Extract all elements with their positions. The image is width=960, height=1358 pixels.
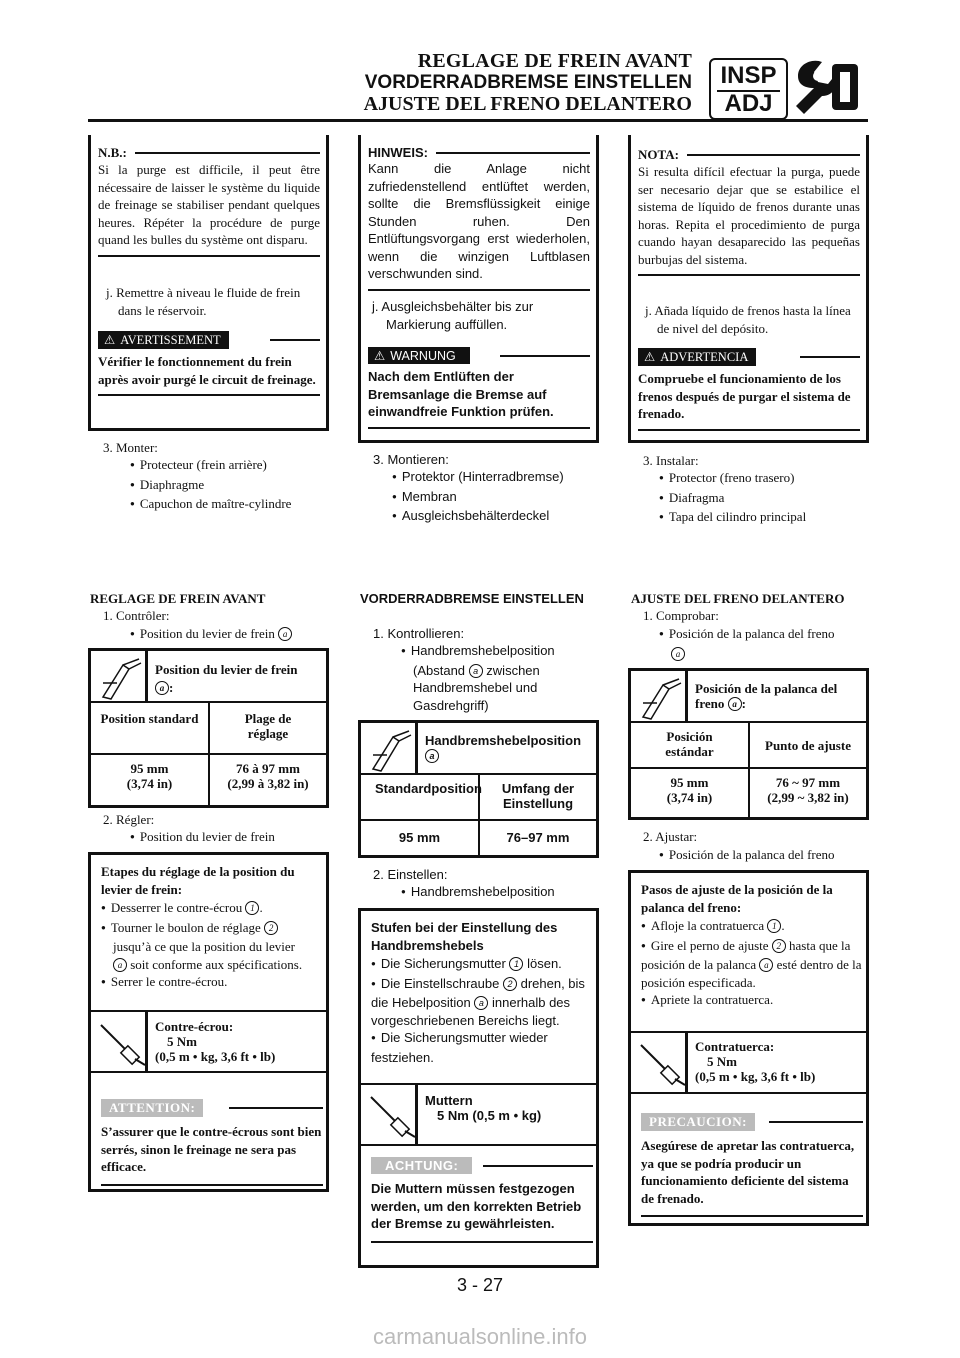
gauge-icon (369, 729, 413, 773)
badge-top: INSP (720, 62, 777, 89)
de-note-text: Kann die Anlage nicht zufriedenstellend entlüftet werden, sollte die Bremsflüssigkeit einige Stunden ruhen. Den Entlüftungsvorgang erst wiederholen, wenn die winzigen Luftblasen verschwunden sind. (368, 161, 590, 281)
list-item: ● Capuchon de maître-cylindre (130, 495, 291, 515)
es-note-label: NOTA: (638, 147, 679, 162)
fr-step3: 3. Monter: (103, 440, 158, 455)
es-val1: 95 mm (3,74 in) (666, 775, 713, 805)
de-note-label: HINWEIS: (368, 145, 428, 160)
es-step3: 3. Instalar: (643, 453, 699, 468)
es-warning (638, 348, 860, 431)
list-item: ● Protektor (Hinterradbremse) (392, 468, 564, 488)
fr-caution (101, 1099, 323, 1186)
es-caution-text: Asegúrese de apretar las contratuerca, ya que se podría producir un funcionamiento deficiente del sistema de frenado. (641, 1138, 855, 1206)
de-caution-text: Die Muttern müssen festgezogen werden, um den korrekten Betrieb der Bremse zu gewährleisten. (371, 1181, 582, 1231)
de-proc-title: Stufen bei der Einstellung des Handbremshebels (371, 920, 558, 953)
fr-proc-title: Etapes du réglage de la position du levier de frein: (101, 864, 295, 897)
es-warning-text: Compruebe el funcionamiento de los frenos después de purgar el sistema de frenado. (638, 371, 851, 421)
es-col1: Posición estándar (665, 729, 714, 759)
es-proc-box (628, 870, 869, 1226)
de-warning-badge: ⚠ WARNUNG (368, 347, 470, 364)
es-proc-title: Pasos de ajuste de la posición de la palanca del freno: (641, 882, 833, 915)
es-caution (641, 1113, 863, 1217)
de-warning (368, 347, 590, 429)
es-col2: Punto de ajuste (765, 738, 851, 753)
torque-wrench-icon (639, 1039, 687, 1087)
es-spec-box (628, 668, 869, 820)
de-col2: Umfang der Einstellung (501, 781, 575, 811)
fr-caution-text: S’assurer que le contre-écrous sont bien serrés, sinon le freinage ne sera pas efficace. (101, 1124, 322, 1174)
fr-warning (98, 331, 320, 396)
fr-note-label: N.B.: (98, 145, 127, 160)
de-col1: Standardposition (375, 781, 482, 796)
es-step3-list (659, 469, 806, 528)
fr-s1-item: ● Position du levier de frein a (130, 625, 292, 645)
fr-caution-label: ATTENTION: (101, 1099, 203, 1117)
gauge-icon (99, 657, 143, 701)
list-item: ● Diafragma (659, 489, 806, 509)
header-rule (88, 119, 868, 122)
de-torque: Muttern 5 Nm (0,5 m • kg) (425, 1093, 542, 1123)
de-val2: 76–97 mm (506, 830, 570, 845)
warning-icon: ⚠ (644, 350, 656, 364)
es-s1: 1. Comprobar: (643, 608, 719, 623)
es-val2: 76 ~ 97 mm (2,99 ~ 3,82 in) (767, 775, 849, 805)
de-caution (371, 1157, 593, 1243)
es-note (638, 147, 860, 276)
torque-wrench-icon (99, 1019, 147, 1067)
wrench-icon (792, 56, 864, 118)
fr-step-j: j. Remettre à niveau le fluide de frein dans le réservoir. (106, 285, 301, 318)
page-number: 3 - 27 (456, 1275, 504, 1295)
de-spec-box (358, 720, 599, 858)
de-section-title: VORDERRADBREMSE EINSTELLEN (360, 591, 584, 606)
fr-torque: Contre-écrou: 5 Nm (0,5 m • kg, 3,6 ft • lb) (155, 1019, 276, 1064)
es-proc-steps: ● Afloje la contratuerca 1 . ● Gire el perno de ajuste 2 hasta que la posición de la palanca a esté dentro de la posición especificada. ● Apriete la contratuerca. (641, 917, 863, 1011)
de-caution-label: ACHTUNG: (371, 1157, 472, 1174)
gauge-icon (639, 677, 683, 721)
es-note-text: Si resulta difícil efectuar la purga, puede ser necesario dejar que se estabilice el sistema de líquido de frenos durante unas horas. Repita el procedimiento de purga cuando hayan desaparecido las pequeñas burbujas del sistema. (638, 164, 860, 267)
torque-wrench-icon (369, 1091, 417, 1139)
de-proc-steps: ● Die Sicherungsmutter 1 lösen. ● Die Einstellschraube 2 drehen, bis die Hebelposition a innerhalb des vorgeschriebenen Bereichs liegt. ● Die Sicherungsmutter wieder festziehen. (371, 955, 593, 1066)
de-step3-list (392, 468, 564, 527)
es-s2-item: ● Posición de la palanca del freno (659, 846, 835, 866)
es-warning-badge: ⚠ ADVERTENCIA (638, 348, 756, 366)
es-section-title: AJUSTE DEL FRENO DELANTERO (631, 591, 845, 606)
de-proc-box (358, 908, 599, 1268)
de-step3: 3. Montieren: (373, 452, 449, 467)
list-item: ● Protecteur (frein arrière) (130, 456, 291, 476)
es-spec-title: Posición de la palanca del freno a : (695, 681, 838, 711)
es-step-j: j. Añada líquido de frenos hasta la línea de nivel del depósito. (645, 303, 851, 336)
fr-col2: Plage de réglage (244, 711, 292, 741)
list-item: ● Protector (freno trasero) (659, 469, 806, 489)
fr-s2-item: ● Position du levier de frein (130, 828, 275, 848)
fr-val2: 76 à 97 mm (2,99 à 3,82 in) (227, 761, 309, 791)
watermark: carmanualsonline.info (372, 1324, 588, 1349)
fr-proc-box (88, 852, 329, 1192)
fr-proc-steps: ● Desserrer le contre-écrou 1 . ● Tourner le boulon de réglage 2 jusqu’à ce que la position du levier a soit conforme aux spécifications. ● Serrer le contre-écrou. (101, 899, 323, 993)
fr-spec-box (88, 648, 329, 808)
warning-icon: ⚠ (104, 333, 116, 347)
fr-warning-badge: ⚠ AVERTISSEMENT (98, 331, 229, 349)
fr-note (98, 145, 320, 257)
de-s2: 2. Einstellen: (373, 867, 448, 882)
de-step-j: j. Ausgleichsbehälter bis zur Markierung auffüllen. (372, 299, 534, 332)
es-caution-label: PRECAUCION: (641, 1113, 755, 1131)
de-s1-item: ● Handbremshebelposition (Abstand a zwischen Handbremshebel und Gasdrehgriff) (401, 642, 597, 714)
de-note (368, 145, 590, 291)
fr-s1: 1. Contrôler: (103, 608, 170, 623)
list-item: ● Tapa del cilindro principal (659, 508, 806, 528)
fr-spec-title: Position du levier de frein a : (155, 662, 298, 695)
fr-col1: Position standard (100, 711, 199, 726)
insp-adj-badge (709, 58, 788, 120)
warning-icon: ⚠ (374, 349, 386, 363)
list-item: ● Membran (392, 488, 564, 508)
fr-val1: 95 mm (3,74 in) (126, 761, 173, 791)
de-val1: 95 mm (398, 830, 441, 845)
es-torque: Contratuerca: 5 Nm (0,5 m • kg, 3,6 ft • lb) (695, 1039, 816, 1084)
fr-note-text: Si la purge est difficile, il peut être nécessaire de laisser le système du liquide de freinage se stabiliser pendant quelques heures. Répéter la procédure de purge quand les bulles du système ont disparu. (98, 162, 320, 247)
badge-bottom: ADJ (724, 90, 773, 117)
de-warning-text: Nach dem Entlüften der Bremsanlage die Bremse auf einwandfreie Funktion prüfen. (368, 369, 554, 419)
header-title-es: AJUSTE DEL FRENO DELANTERO (363, 93, 692, 115)
de-spec-title: Handbremshebelposition a (425, 733, 582, 761)
list-item: ● Ausgleichsbehälterdeckel (392, 507, 564, 527)
es-s1-item: ● Posición de la palanca del freno a (659, 625, 869, 662)
fr-step3-list (130, 456, 291, 515)
de-s2-item: ● Handbremshebelposition (401, 883, 555, 903)
fr-s2: 2. Régler: (103, 812, 155, 827)
fr-section-title: REGLAGE DE FREIN AVANT (90, 591, 266, 606)
header-title-fr: REGLAGE DE FREIN AVANT (417, 50, 692, 72)
de-s1: 1. Kontrollieren: (373, 626, 465, 641)
header-title-de: VORDERRADBREMSE EINSTELLEN (364, 72, 692, 93)
list-item: ● Diaphragme (130, 476, 291, 496)
es-s2: 2. Ajustar: (643, 829, 698, 844)
fr-warning-text: Vérifier le fonctionnement du frein après avoir purgé le circuit de freinage. (98, 354, 316, 387)
